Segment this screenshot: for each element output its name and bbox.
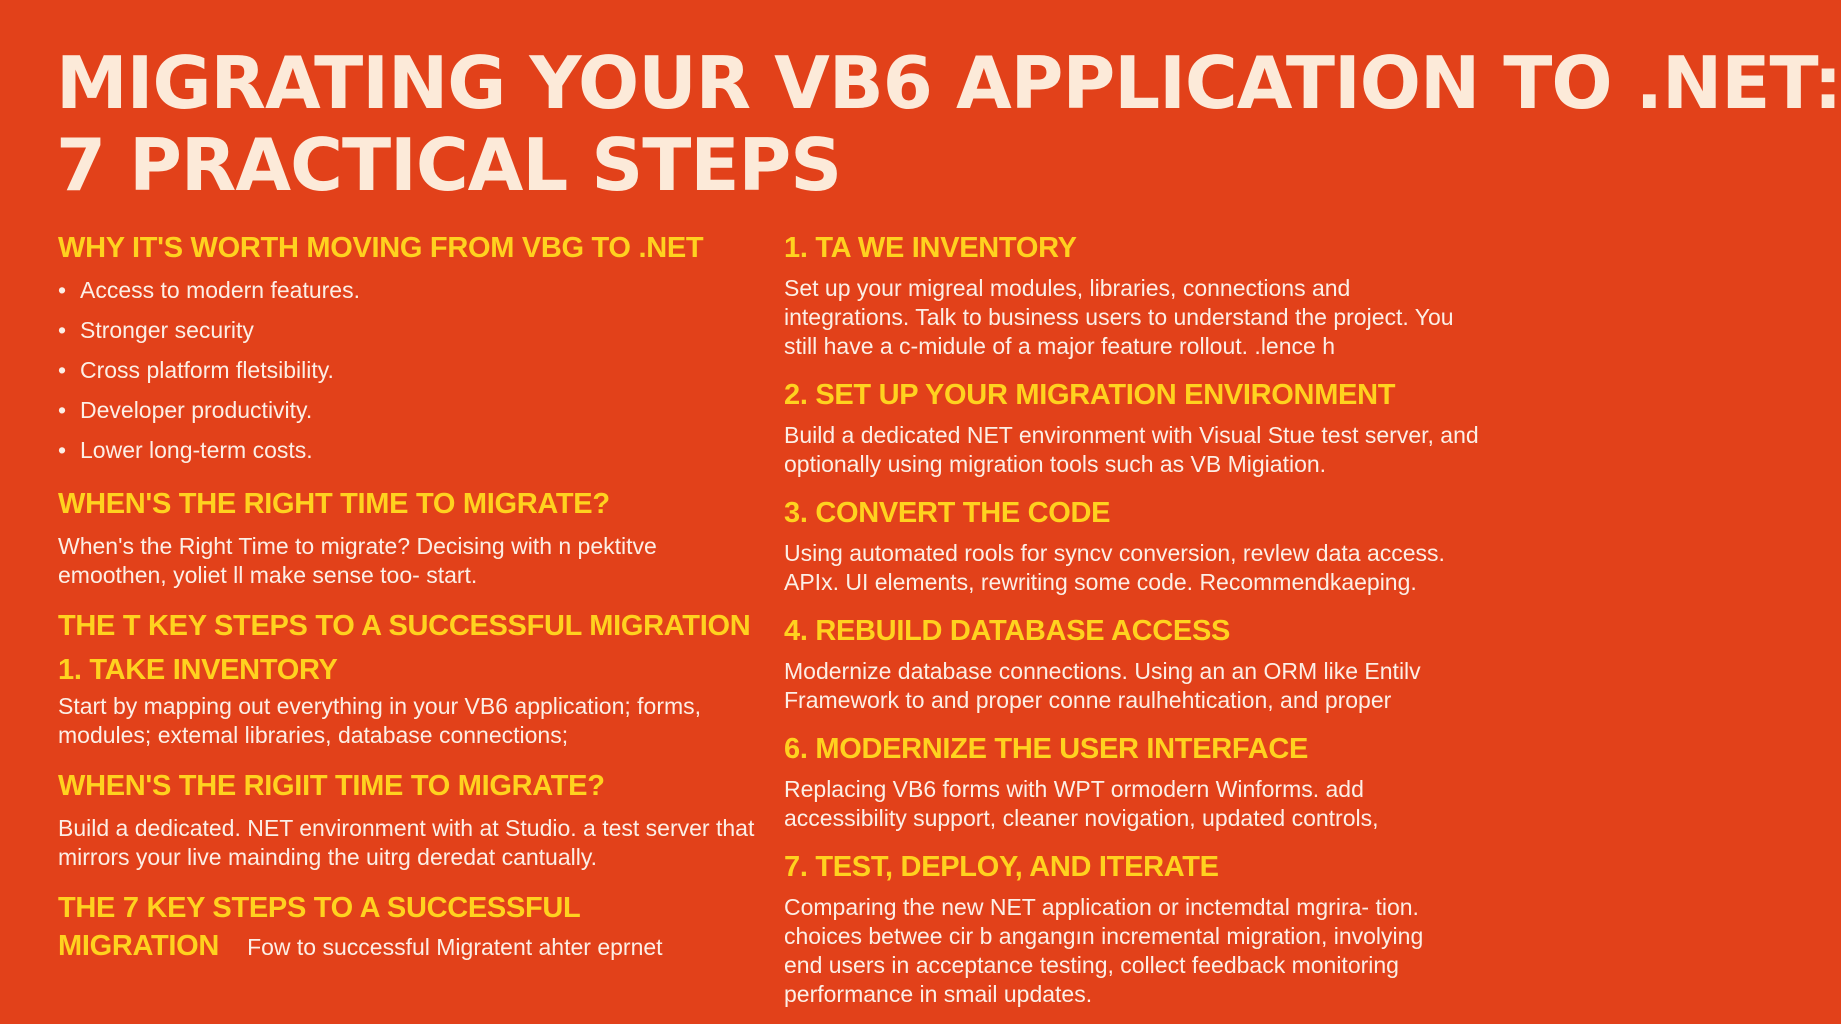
step-heading: 6. MODERNIZE THE USER INTERFACE xyxy=(784,733,1309,765)
when-body: When's the Right Time to migrate? Decising with n pektitve emoothen, yoliet ll make sense too- start. xyxy=(58,533,657,588)
page-title xyxy=(56,41,1841,207)
benefits-list xyxy=(58,270,758,470)
left-column xyxy=(58,230,758,964)
step-heading: 3. CONVERT THE CODE xyxy=(784,497,1111,529)
step-body: Comparing the new NET application or inctemdtal mgrira- tion. choices betwee cir b angangın incremental migration, involying end users in acceptance testing, collect feedback monitoring performance in smail updates. xyxy=(784,894,1424,1007)
step-body: Using automated rools for syncv conversion, revlew data access. APIx. UI elements, rewriting some code. Recommendkaeping. xyxy=(784,540,1445,595)
page-title-line-2: 7 PRACTICAL STEPS xyxy=(56,123,842,207)
key-steps-heading: THE T KEY STEPS TO A SUCCESSFUL MIGRATION xyxy=(58,610,751,642)
step-body: Set up your migreal modules, libraries, connections and integrations. Talk to business users to understand the project. You still have a c-midule of a major feature rollout. .lence h xyxy=(784,275,1454,359)
step-body: Modernize database connections. Using an an ORM like Entilv Framework to and proper conne raulhehtication, and proper xyxy=(784,658,1421,713)
key-steps-heading-2: THE 7 KEY STEPS TO A SUCCESSFUL xyxy=(58,892,581,924)
benefit-item: • Cross platform fletsibility. xyxy=(58,350,758,390)
step-heading: 4. REBUILD DATABASE ACCESS xyxy=(784,615,1231,647)
why-heading: WHY IT'S WORTH MOVING FROM VBG TO .NET xyxy=(58,232,704,264)
right-column xyxy=(784,230,1524,1009)
when-body-2: Build a dedicated. NET environment with at Studio. a test server that mirrors your live mainding the uitrg deredat cantually. xyxy=(58,815,755,870)
page-title-line-1: MIGRATING YOUR VB6 APPLICATION TO .NET: xyxy=(56,41,1841,125)
benefit-item: • Lower long-term costs. xyxy=(58,430,758,470)
step-heading: 1. TA WE INVENTORY xyxy=(784,232,1077,264)
take-inventory-heading: 1. TAKE INVENTORY xyxy=(58,654,338,686)
key-steps-tail: Fow to successful Migratent ahter eprnet xyxy=(247,934,663,960)
step-body: Replacing VB6 forms with WPT ormodern Winforms. add accessibility support, cleaner novigation, updated controls, xyxy=(784,776,1379,831)
key-steps-row xyxy=(58,928,758,964)
benefit-item: • Access to modern features. xyxy=(58,270,758,310)
benefit-item: • Developer productivity. xyxy=(58,390,758,430)
when-heading-2: WHEN'S THE RIGIIT TIME TO MIGRATE? xyxy=(58,770,605,802)
migration-label: MIGRATION xyxy=(58,930,220,962)
when-heading: WHEN'S THE RIGHT TIME TO MIGRATE? xyxy=(58,488,610,520)
take-inventory-body: Start by mapping out everything in your VB6 application; forms, modules; extemal libraries, database connections; xyxy=(58,693,702,748)
step-heading: 2. SET UP YOUR MIGRATION ENVIRONMENT xyxy=(784,379,1396,411)
step-heading: 7. TEST, DEPLOY, AND ITERATE xyxy=(784,851,1219,883)
benefit-item: • Stronger security xyxy=(58,310,758,350)
step-body: Build a dedicated NET environment with Visual Stue test server, and optionally using migration tools such as VB Migiation. xyxy=(784,422,1479,477)
